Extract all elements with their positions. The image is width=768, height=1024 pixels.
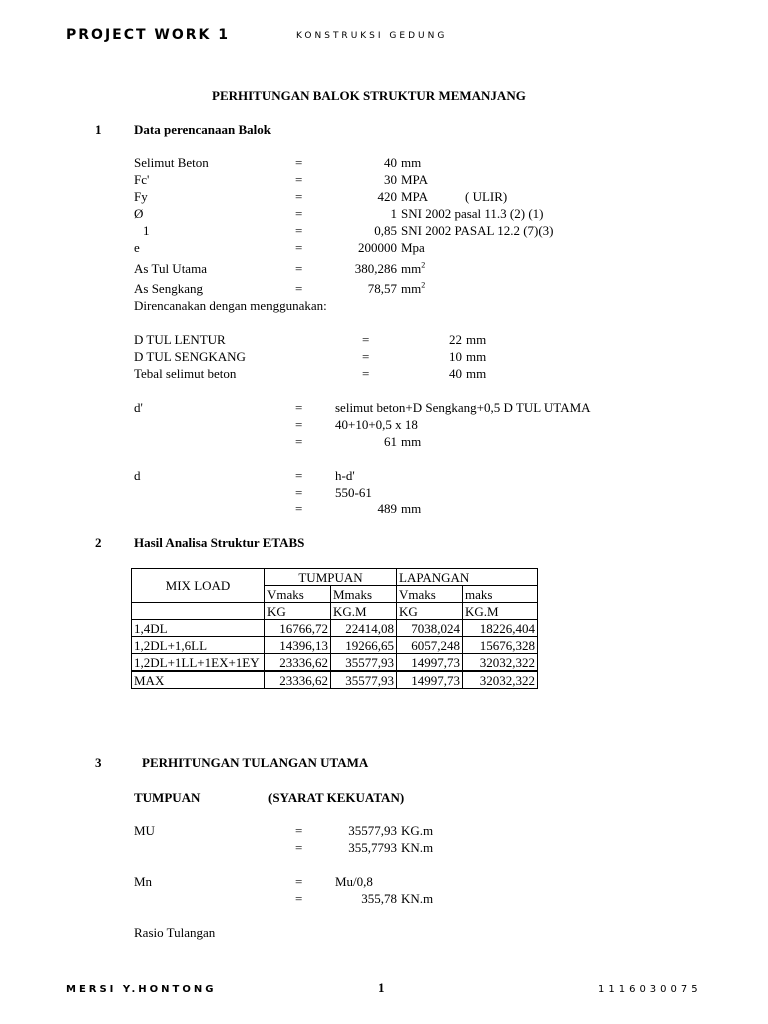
tumpuan-label: TUMPUAN [134,790,201,805]
design-param-label: Selimut Beton [134,155,209,170]
design-param-label: e [134,240,140,255]
value-cell: 16766,72 [265,620,331,637]
table-units-row [132,603,538,620]
header-subject: KONSTRUKSI GEDUNG [296,31,448,41]
rebar-label: D TUL LENTUR [134,332,226,347]
dprime-value: 61 [384,434,397,449]
design-param-eq: = [295,189,303,204]
footer-page-number: 1 [378,980,385,995]
design-param-unit-text: MPA [401,172,428,187]
table-row [132,654,538,672]
etabs-results-table [131,568,538,689]
unit-superscript: 2 [421,260,426,270]
design-param-unit-text: SNI 2002 pasal 11.3 (2) (1) [401,206,544,221]
section-1-number: 1 [95,122,102,137]
load-combo-cell: 1,4DL [132,620,265,637]
value-cell: 22414,08 [331,620,397,637]
d-formula: h-d' [335,468,355,483]
footer-student-id: 1116030075 [598,984,702,995]
rebar-unit: mm [466,332,487,347]
design-param-unit [401,223,554,239]
lapangan-header: LAPANGAN [397,569,538,586]
max-value-cell: 23336,62 [265,671,331,689]
design-param-value: 380,286 [354,261,397,276]
design-param-value: 0,85 [374,223,397,238]
table-max-row [132,671,538,689]
d-unit: mm [401,501,422,516]
design-param-eq: = [295,261,303,276]
unit-superscript: 2 [421,280,426,290]
subheader-cell: Mmaks [331,586,397,603]
design-param-unit [401,206,544,222]
section-2-heading: Hasil Analisa Struktur ETABS [134,535,305,550]
rasio-tulangan-label: Rasio Tulangan [134,925,216,940]
value-cell: 14997,73 [397,654,463,672]
d-value: 489 [377,501,397,516]
mu-label: MU [134,823,155,838]
footer-author: MERSI Y.HONTONG [66,984,217,995]
d-label: d [134,468,141,483]
load-combo-cell: 1,2DL+1,6LL [132,637,265,654]
value-cell: 19266,65 [331,637,397,654]
design-param-note: ( ULIR) [465,189,508,204]
design-param-unit [401,240,425,256]
design-param-value: 1 [390,206,397,221]
mu-value-kn: 355,7793 [348,840,397,855]
mn-formula: Mu/0,8 [335,874,373,889]
design-param-eq: = [295,240,303,255]
mn-unit: KN.m [401,891,434,906]
rebar-eq: = [362,332,370,347]
mu-unit-kn: KN.m [401,840,434,855]
design-param-value: 78,57 [367,281,397,296]
value-cell: 23336,62 [265,654,331,672]
dprime-substitution: 40+10+0,5 x 18 [335,417,418,432]
d-eq-3: = [295,501,303,516]
dprime-formula: selimut beton+D Sengkang+0,5 D TUL UTAMA [335,400,591,415]
design-param-unit-text: mm [401,261,422,276]
design-param-unit-text: SNI 2002 PASAL 12.2 (7)(3) [401,223,554,238]
d-eq-1: = [295,468,303,483]
section-3-number: 3 [95,755,102,770]
page-title: PERHITUNGAN BALOK STRUKTUR MEMANJANG [212,88,526,103]
design-param-unit-text: mm [401,155,422,170]
direncanakan-text: Direncanakan dengan menggunakan: [134,298,327,313]
dprime-eq-2: = [295,417,303,432]
mix-load-header: MIX LOAD [132,569,265,603]
subheader-cell: maks [463,586,538,603]
design-param-label: Fc' [134,172,150,187]
design-param-eq: = [295,206,303,221]
subheader-cell: Vmaks [397,586,463,603]
max-label-cell: MAX [132,671,265,689]
rebar-unit: mm [466,366,487,381]
design-param-eq: = [295,172,303,187]
mn-label: Mn [134,874,153,889]
rebar-eq: = [362,349,370,364]
table-header-row [132,569,538,586]
subheader-cell: Vmaks [265,586,331,603]
section-3-heading: PERHITUNGAN TULANGAN UTAMA [142,755,369,770]
mu-value-kg: 35577,93 [348,823,397,838]
design-param-unit [401,281,425,297]
design-param-label: As Tul Utama [134,261,207,276]
d-substitution: 550-61 [335,485,372,500]
rebar-label: D TUL SENGKANG [134,349,246,364]
value-cell: 14396,13 [265,637,331,654]
mn-eq-2: = [295,891,303,906]
rebar-eq: = [362,366,370,381]
design-param-eq: = [295,281,303,296]
d-eq-2: = [295,485,303,500]
value-cell: 15676,328 [463,637,538,654]
tumpuan-header: TUMPUAN [265,569,397,586]
load-combo-cell: 1,2DL+1LL+1EX+1EY [132,654,265,672]
dprime-unit: mm [401,434,422,449]
unit-cell: KG [397,603,463,620]
value-cell: 18226,404 [463,620,538,637]
section-2-number: 2 [95,535,102,550]
mn-eq-1: = [295,874,303,889]
units-blank-cell [132,603,265,620]
mu-eq-1: = [295,823,303,838]
design-param-value: 420 [377,189,397,204]
design-param-eq: = [295,155,303,170]
design-param-label: 1 [143,223,150,238]
design-param-label: Ø [134,206,144,221]
design-param-value: 30 [384,172,397,187]
mn-value: 355,78 [361,891,397,906]
dprime-eq-1: = [295,400,303,415]
design-param-value: 40 [384,155,397,170]
rebar-value: 40 [449,366,462,381]
table-row [132,620,538,637]
value-cell: 7038,024 [397,620,463,637]
design-param-unit-text: Mpa [401,240,425,255]
design-param-label: Fy [134,189,148,204]
max-value-cell: 32032,322 [463,671,538,689]
value-cell: 6057,248 [397,637,463,654]
mu-unit-kg: KG.m [401,823,434,838]
mu-eq-2: = [295,840,303,855]
rebar-value: 10 [449,349,462,364]
unit-cell: KG.M [463,603,538,620]
syarat-kekuatan-label: (SYARAT KEKUATAN) [268,790,405,805]
rebar-value: 22 [449,332,462,347]
design-param-unit [401,261,425,277]
header-project-title: PROJECT WORK 1 [66,27,231,43]
value-cell: 35577,93 [331,654,397,672]
design-param-unit-text: MPA [401,189,428,204]
table-row [132,637,538,654]
dprime-eq-3: = [295,434,303,449]
design-param-eq: = [295,223,303,238]
design-param-unit [401,172,428,188]
design-param-unit-text: mm [401,281,422,296]
design-param-unit [401,155,421,171]
value-cell: 32032,322 [463,654,538,672]
unit-cell: KG [265,603,331,620]
section-1-heading: Data perencanaan Balok [134,122,271,137]
unit-cell: KG.M [331,603,397,620]
max-value-cell: 35577,93 [331,671,397,689]
dprime-label: d' [134,400,143,415]
design-param-unit [401,189,428,205]
design-param-value: 200000 [358,240,397,255]
rebar-label: Tebal selimut beton [134,366,237,381]
max-value-cell: 14997,73 [397,671,463,689]
rebar-unit: mm [466,349,487,364]
design-param-label: As Sengkang [134,281,203,296]
